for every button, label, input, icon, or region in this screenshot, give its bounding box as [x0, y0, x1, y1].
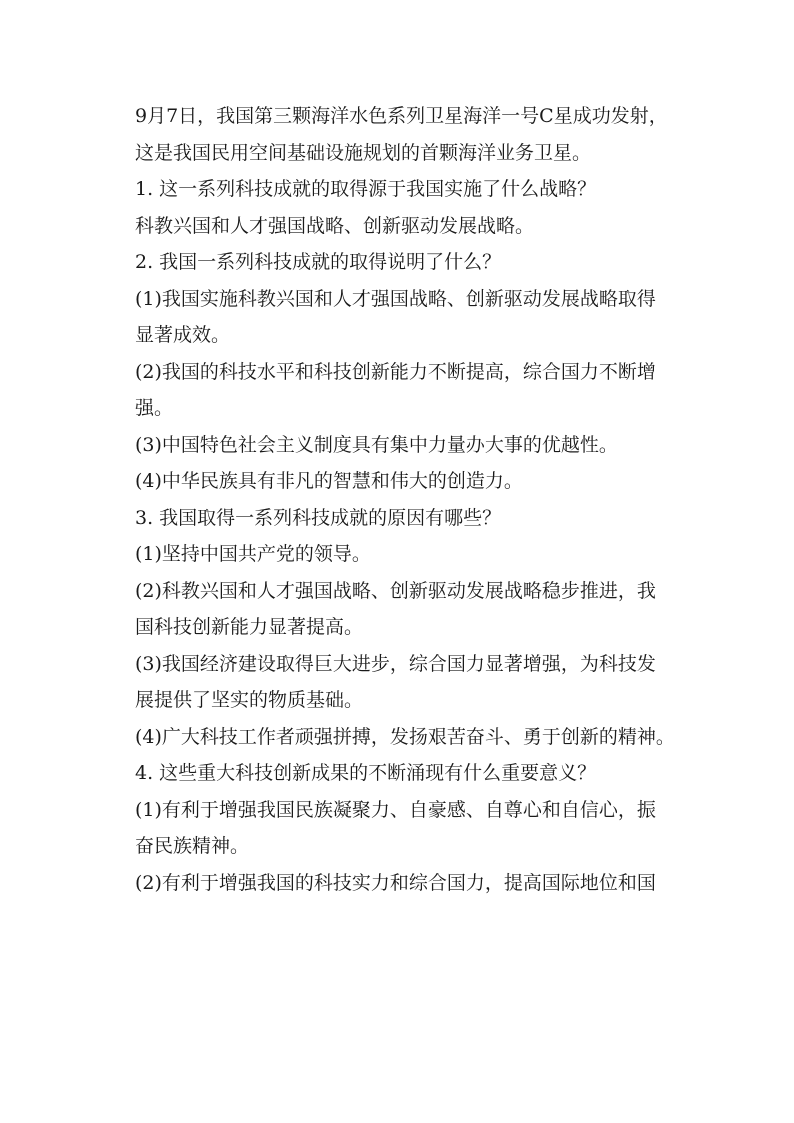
answer-line: (4)广大科技工作者顽强拼搏，发扬艰苦奋斗、勇于创新的精神。 [135, 725, 675, 748]
answer-line: 奋民族精神。 [135, 835, 250, 857]
question-line: 1. 这一系列科技成就的取得源于我国实施了什么战略？ [135, 178, 597, 200]
answer-line: (1)有利于增强我国民族凝聚力、自豪感、自尊心和自信心，振 [135, 798, 656, 821]
question-line: 2. 我国一系列科技成就的取得说明了什么？ [135, 251, 502, 273]
text-line: 这是我国民用空间基础设施规划的首颗海洋业务卫星。 [135, 141, 592, 164]
answer-line: 展提供了坚实的物质基础。 [135, 689, 364, 711]
answer-line: 强。 [135, 397, 174, 419]
answer-line: 显著成效。 [135, 324, 231, 346]
answer-line: (1)坚持中国共产党的领导。 [135, 543, 371, 565]
document-body [135, 98, 675, 901]
answer-line: (1)我国实施科教兴国和人才强国战略、创新驱动发展战略取得 [135, 287, 656, 310]
text-line: 9月7日，我国第三颗海洋水色系列卫星海洋一号C星成功发射， [135, 105, 668, 127]
answer-line: 国科技创新能力显著提高。 [135, 616, 364, 638]
answer-line: (3)中国特色社会主义制度具有集中力量办大事的优越性。 [135, 433, 618, 456]
question-line: 4. 这些重大科技创新成果的不断涌现有什么重要意义？ [135, 762, 597, 784]
question-line: 3. 我国取得一系列科技成就的原因有哪些？ [135, 506, 502, 529]
answer-line: (3)我国经济建设取得巨大进步，综合国力显著增强，为科技发 [135, 652, 656, 675]
answer-line: (4)中华民族具有非凡的智慧和伟大的创造力。 [135, 470, 523, 492]
answer-line: (2)科教兴国和人才强国战略、创新驱动发展战略稳步推进，我 [135, 579, 656, 602]
answer-line: 科教兴国和人才强国战略、创新驱动发展战略。 [135, 214, 535, 237]
answer-line: (2)我国的科技水平和科技创新能力不断提高，综合国力不断增 [135, 360, 656, 383]
answer-line: (2)有利于增强我国的科技实力和综合国力，提高国际地位和国 [135, 871, 656, 894]
